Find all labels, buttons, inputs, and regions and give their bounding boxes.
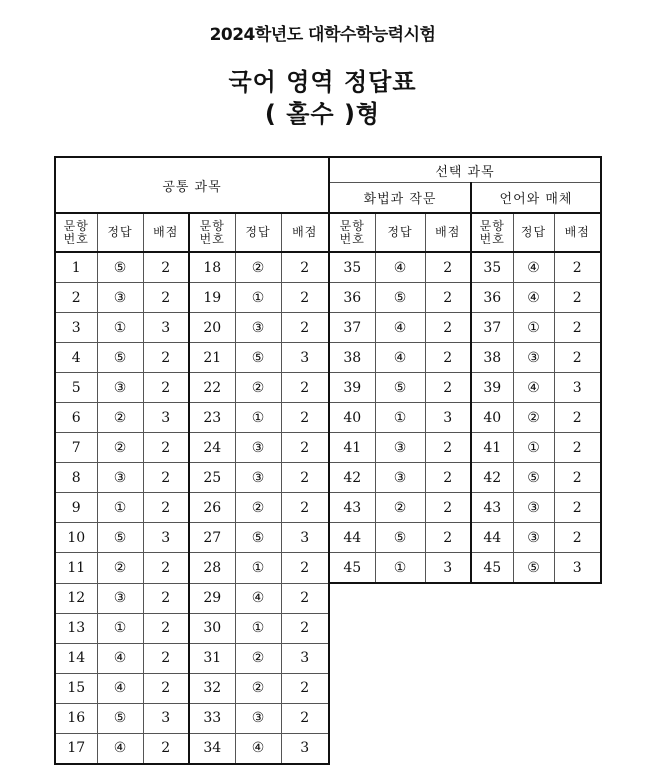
common-right-answer: ④: [235, 583, 281, 613]
language-media-points: 2: [554, 523, 601, 553]
common-left-answer: ②: [97, 553, 143, 584]
common-left-answer: ③: [97, 463, 143, 493]
common-left-answer: ④: [97, 673, 143, 703]
common-left-question-no: 4: [55, 343, 97, 373]
common-left-question-no: 8: [55, 463, 97, 493]
common-left-question-no: 2: [55, 283, 97, 313]
table-row: [55, 703, 601, 733]
common-left-answer: ⑤: [97, 703, 143, 733]
common-left-answer: ①: [97, 313, 143, 343]
speech-writing-question-no: 39: [329, 373, 375, 403]
common-left-answer: ③: [97, 283, 143, 313]
speech-writing-points: 3: [425, 403, 471, 433]
common-left-col-points: 배점: [143, 213, 189, 252]
common-left-question-no: 16: [55, 703, 97, 733]
language-media-points: 2: [554, 283, 601, 313]
speech-writing-question-no: 41: [329, 433, 375, 463]
speech-writing-answer: ①: [375, 553, 425, 584]
common-right-col-question-no: [189, 213, 235, 252]
col-label: 문항: [199, 218, 225, 233]
language-media-question-no: 36: [471, 283, 513, 313]
common-right-question-no: 29: [189, 583, 235, 613]
table-row: [55, 493, 601, 523]
common-right-answer: ②: [235, 252, 281, 283]
table-row: [55, 252, 601, 283]
common-right-points: 2: [281, 583, 329, 613]
common-right-answer: ①: [235, 403, 281, 433]
common-left-question-no: 15: [55, 673, 97, 703]
speech-writing-points: 2: [425, 433, 471, 463]
speech-writing-question-no: 37: [329, 313, 375, 343]
language-media-answer: ⑤: [513, 553, 554, 584]
common-left-points: 2: [143, 553, 189, 584]
speech-writing-answer: ③: [375, 463, 425, 493]
language-media-answer: ③: [513, 493, 554, 523]
language-media-points: 2: [554, 403, 601, 433]
common-right-answer: ③: [235, 463, 281, 493]
common-right-question-no: 19: [189, 283, 235, 313]
language-media-question-no: 39: [471, 373, 513, 403]
speech-writing-question-no: 44: [329, 523, 375, 553]
language-media-points: 2: [554, 493, 601, 523]
speech-writing-question-no: 35: [329, 252, 375, 283]
common-right-question-no: 30: [189, 613, 235, 643]
common-left-answer: ③: [97, 583, 143, 613]
speech-writing-question-no: 42: [329, 463, 375, 493]
common-right-points: 2: [281, 703, 329, 733]
common-left-answer: ⑤: [97, 343, 143, 373]
speech-writing-points: 2: [425, 252, 471, 283]
speech-writing-points: 2: [425, 493, 471, 523]
table-row: [55, 673, 601, 703]
subject-title: 국어 영역 정답표: [228, 68, 417, 96]
speech-writing-answer: ②: [375, 493, 425, 523]
speech-writing-col-question-no: [329, 213, 375, 252]
common-right-points: 2: [281, 403, 329, 433]
col-label: 번호: [339, 231, 365, 246]
common-left-points: 3: [143, 703, 189, 733]
speech-writing-question-no: 43: [329, 493, 375, 523]
table-row: [55, 583, 601, 613]
common-left-question-no: 7: [55, 433, 97, 463]
common-right-points: 2: [281, 252, 329, 283]
common-right-question-no: 25: [189, 463, 235, 493]
common-right-answer: ②: [235, 373, 281, 403]
common-right-answer: ①: [235, 613, 281, 643]
common-left-points: 2: [143, 613, 189, 643]
common-right-answer: ④: [235, 733, 281, 764]
common-left-points: 3: [143, 313, 189, 343]
common-left-points: 2: [143, 373, 189, 403]
col-label: 문항: [339, 218, 365, 233]
common-left-points: 2: [143, 493, 189, 523]
common-right-points: 2: [281, 433, 329, 463]
common-left-points: 2: [143, 673, 189, 703]
common-left-question-no: 5: [55, 373, 97, 403]
common-left-question-no: 6: [55, 403, 97, 433]
language-media-answer: ①: [513, 313, 554, 343]
language-media-points: 3: [554, 373, 601, 403]
language-media-col-question-no: [471, 213, 513, 252]
common-right-question-no: 31: [189, 643, 235, 673]
speech-writing-answer: ⑤: [375, 523, 425, 553]
common-right-points: 2: [281, 553, 329, 584]
common-right-col-answer: 정답: [235, 213, 281, 252]
common-left-points: 2: [143, 643, 189, 673]
common-left-answer: ③: [97, 373, 143, 403]
common-left-question-no: 14: [55, 643, 97, 673]
table-row: [55, 613, 601, 643]
language-media-col-points: 배점: [554, 213, 601, 252]
speech-writing-answer: ④: [375, 313, 425, 343]
table-row: [55, 313, 601, 343]
language-media-question-no: 38: [471, 343, 513, 373]
common-left-points: 2: [143, 433, 189, 463]
common-left-points: 2: [143, 583, 189, 613]
common-left-points: 2: [143, 463, 189, 493]
empty-area: [329, 613, 601, 643]
col-label: 번호: [479, 231, 505, 246]
common-right-answer: ②: [235, 643, 281, 673]
table-row: [55, 733, 601, 764]
language-media-question-no: 44: [471, 523, 513, 553]
speech-writing-answer: ⑤: [375, 283, 425, 313]
language-media-answer: ①: [513, 433, 554, 463]
common-left-answer: ①: [97, 613, 143, 643]
common-right-answer: ②: [235, 493, 281, 523]
exam-year-title: 2024학년도 대학수학능력시험: [209, 25, 436, 45]
common-right-points: 3: [281, 643, 329, 673]
common-right-question-no: 27: [189, 523, 235, 553]
speech-writing-points: 2: [425, 283, 471, 313]
speech-writing-col-points: 배점: [425, 213, 471, 252]
empty-area: [329, 583, 601, 613]
speech-writing-points: 2: [425, 343, 471, 373]
language-media-answer: ③: [513, 343, 554, 373]
common-left-question-no: 11: [55, 553, 97, 584]
common-left-col-question-no: [55, 213, 97, 252]
common-right-points: 2: [281, 613, 329, 643]
language-media-answer: ⑤: [513, 463, 554, 493]
language-media-points: 2: [554, 313, 601, 343]
elective-subject-header: 선택 과목: [329, 157, 601, 183]
common-left-answer: ④: [97, 733, 143, 764]
speech-writing-question-no: 38: [329, 343, 375, 373]
language-media-points: 2: [554, 252, 601, 283]
language-media-answer: ②: [513, 403, 554, 433]
language-media-question-no: 37: [471, 313, 513, 343]
common-right-answer: ②: [235, 673, 281, 703]
language-media-points: 2: [554, 463, 601, 493]
table-row: [55, 403, 601, 433]
speech-writing-question-no: 45: [329, 553, 375, 584]
common-left-points: 2: [143, 283, 189, 313]
common-left-question-no: 17: [55, 733, 97, 764]
empty-area: [329, 673, 601, 703]
common-right-question-no: 20: [189, 313, 235, 343]
common-right-points: 2: [281, 493, 329, 523]
common-left-answer: ②: [97, 433, 143, 463]
language-media-answer: ④: [513, 283, 554, 313]
speech-writing-header: 화법과 작문: [329, 183, 471, 214]
table-row: [55, 283, 601, 313]
common-right-question-no: 33: [189, 703, 235, 733]
language-media-points: 2: [554, 343, 601, 373]
table-row: [55, 373, 601, 403]
common-right-col-points: 배점: [281, 213, 329, 252]
common-right-question-no: 34: [189, 733, 235, 764]
common-left-question-no: 12: [55, 583, 97, 613]
common-right-question-no: 18: [189, 252, 235, 283]
speech-writing-answer: ⑤: [375, 373, 425, 403]
common-right-question-no: 28: [189, 553, 235, 584]
speech-writing-points: 3: [425, 553, 471, 584]
common-left-answer: ①: [97, 493, 143, 523]
col-label: 번호: [199, 231, 225, 246]
common-right-answer: ①: [235, 283, 281, 313]
speech-writing-question-no: 40: [329, 403, 375, 433]
answer-key-table: [54, 156, 602, 765]
common-right-question-no: 24: [189, 433, 235, 463]
common-right-points: 2: [281, 283, 329, 313]
common-subject-header: 공통 과목: [55, 157, 329, 213]
table-row: [55, 463, 601, 493]
speech-writing-points: 2: [425, 523, 471, 553]
speech-writing-answer: ④: [375, 343, 425, 373]
common-left-question-no: 3: [55, 313, 97, 343]
language-media-header: 언어와 매체: [471, 183, 601, 214]
common-right-question-no: 32: [189, 673, 235, 703]
language-media-question-no: 35: [471, 252, 513, 283]
common-left-points: 3: [143, 403, 189, 433]
language-media-question-no: 45: [471, 553, 513, 584]
speech-writing-question-no: 36: [329, 283, 375, 313]
common-right-points: 3: [281, 343, 329, 373]
language-media-question-no: 43: [471, 493, 513, 523]
common-right-answer: ③: [235, 703, 281, 733]
speech-writing-answer: ④: [375, 252, 425, 283]
common-left-question-no: 10: [55, 523, 97, 553]
common-right-answer: ⑤: [235, 343, 281, 373]
language-media-question-no: 42: [471, 463, 513, 493]
table-row: [55, 343, 601, 373]
empty-area: [329, 643, 601, 673]
common-right-answer: ③: [235, 313, 281, 343]
language-media-answer: ③: [513, 523, 554, 553]
table-row: [55, 523, 601, 553]
common-left-answer: ②: [97, 403, 143, 433]
speech-writing-points: 2: [425, 313, 471, 343]
common-right-answer: ①: [235, 553, 281, 584]
common-right-answer: ⑤: [235, 523, 281, 553]
common-left-col-answer: 정답: [97, 213, 143, 252]
speech-writing-answer: ①: [375, 403, 425, 433]
common-right-points: 2: [281, 373, 329, 403]
col-label: 문항: [63, 218, 89, 233]
language-media-points: 3: [554, 553, 601, 584]
common-left-question-no: 1: [55, 252, 97, 283]
speech-writing-answer: ③: [375, 433, 425, 463]
table-row: [55, 553, 601, 584]
common-left-points: 2: [143, 343, 189, 373]
common-left-points: 3: [143, 523, 189, 553]
speech-writing-points: 2: [425, 463, 471, 493]
common-right-question-no: 22: [189, 373, 235, 403]
language-media-question-no: 41: [471, 433, 513, 463]
language-media-col-answer: 정답: [513, 213, 554, 252]
language-media-answer: ④: [513, 373, 554, 403]
empty-area: [329, 703, 601, 733]
common-right-points: 3: [281, 523, 329, 553]
common-right-points: 3: [281, 733, 329, 764]
speech-writing-points: 2: [425, 373, 471, 403]
common-left-answer: ⑤: [97, 252, 143, 283]
col-label: 문항: [479, 218, 505, 233]
empty-area: [329, 733, 601, 764]
common-right-points: 2: [281, 313, 329, 343]
table-row: [55, 643, 601, 673]
common-right-question-no: 23: [189, 403, 235, 433]
speech-writing-col-answer: 정답: [375, 213, 425, 252]
common-right-points: 2: [281, 673, 329, 703]
common-right-question-no: 26: [189, 493, 235, 523]
common-left-points: 2: [143, 733, 189, 764]
col-label: 번호: [63, 231, 89, 246]
language-media-answer: ④: [513, 252, 554, 283]
table-row: [55, 433, 601, 463]
common-left-question-no: 13: [55, 613, 97, 643]
common-right-question-no: 21: [189, 343, 235, 373]
common-right-points: 2: [281, 463, 329, 493]
language-media-question-no: 40: [471, 403, 513, 433]
common-left-answer: ④: [97, 643, 143, 673]
form-type-title: ( 홀수 )형: [264, 100, 381, 128]
common-right-answer: ③: [235, 433, 281, 463]
common-left-answer: ⑤: [97, 523, 143, 553]
common-left-question-no: 9: [55, 493, 97, 523]
language-media-points: 2: [554, 433, 601, 463]
common-left-points: 2: [143, 252, 189, 283]
